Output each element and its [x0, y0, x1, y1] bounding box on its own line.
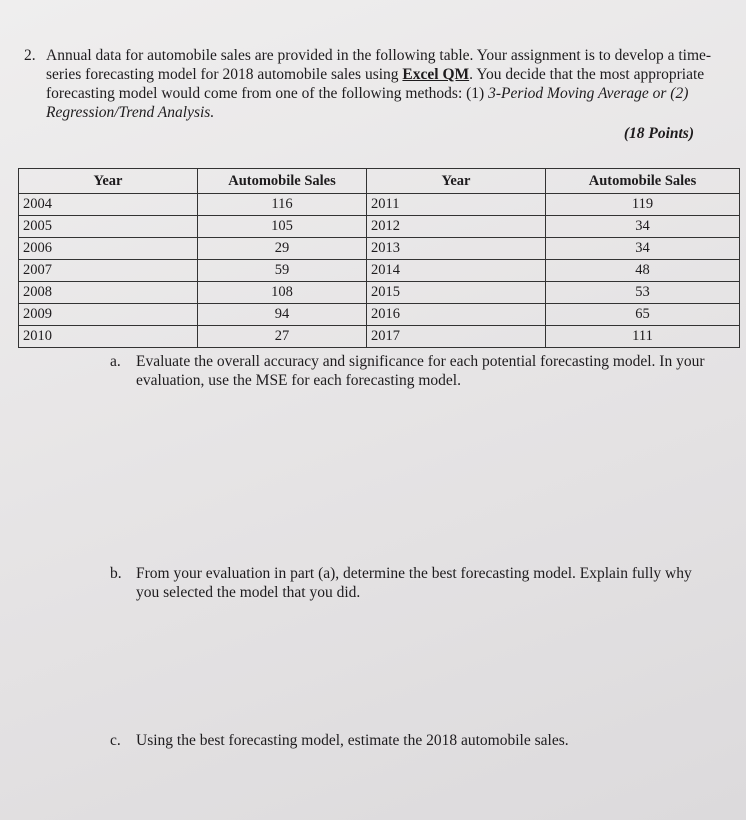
part-label: b.	[110, 565, 122, 582]
year-cell: 2014	[367, 260, 546, 282]
year-cell: 2006	[19, 238, 198, 260]
table-row	[19, 238, 740, 260]
methods-text: 3-Period Moving Average or (2) Regression/Trend Analysis.	[46, 85, 689, 121]
header-year: Year	[19, 169, 198, 194]
part-text: Evaluate the overall accuracy and significance for each potential forecasting model. In your evaluation, use the MSE for each forecasting model.	[136, 353, 705, 389]
year-cell: 2015	[367, 282, 546, 304]
part-text: From your evaluation in part (a), determine the best forecasting model. Explain fully why you selected the model that you did.	[136, 565, 692, 601]
year-cell: 2010	[19, 326, 198, 348]
table-row	[19, 326, 740, 348]
sales-cell: 116	[198, 194, 367, 216]
year-cell: 2004	[19, 194, 198, 216]
header-year-2: Year	[367, 169, 546, 194]
year-cell: 2017	[367, 326, 546, 348]
table-row	[19, 260, 740, 282]
sales-cell: 27	[198, 326, 367, 348]
table-row	[19, 194, 740, 216]
question-body	[46, 46, 714, 143]
sales-cell: 65	[546, 304, 740, 326]
year-cell: 2007	[19, 260, 198, 282]
sales-cell: 48	[546, 260, 740, 282]
question-text-cont: . You decide that the most appropriate forecasting model would come from one of the following methods: (1)	[46, 66, 705, 102]
sales-cell: 34	[546, 238, 740, 260]
header-sales: Automobile Sales	[198, 169, 367, 194]
part-label: a.	[110, 353, 121, 370]
year-cell: 2016	[367, 304, 546, 326]
part-c	[110, 731, 710, 750]
part-label: c.	[110, 732, 121, 749]
part-a	[110, 352, 710, 390]
sales-cell: 53	[546, 282, 740, 304]
sales-cell: 59	[198, 260, 367, 282]
question-number: 2.	[24, 47, 36, 64]
sales-cell: 119	[546, 194, 740, 216]
year-cell: 2008	[19, 282, 198, 304]
table-row	[19, 304, 740, 326]
part-text: Using the best forecasting model, estimate the 2018 automobile sales.	[136, 732, 569, 749]
table-header-row	[19, 169, 740, 194]
year-cell: 2011	[367, 194, 546, 216]
part-b	[110, 564, 710, 602]
year-cell: 2012	[367, 216, 546, 238]
sales-cell: 34	[546, 216, 740, 238]
year-cell: 2005	[19, 216, 198, 238]
sales-cell: 108	[198, 282, 367, 304]
sales-cell: 29	[198, 238, 367, 260]
year-cell: 2009	[19, 304, 198, 326]
sales-cell: 105	[198, 216, 367, 238]
question-intro	[24, 46, 714, 143]
sales-table	[18, 168, 740, 348]
year-cell: 2013	[367, 238, 546, 260]
question-text: Annual data for automobile sales are provided in the following table. Your assignment is to develop a time-series forecasting model for 2018 automobile sales using	[46, 47, 712, 83]
sales-cell: 111	[546, 326, 740, 348]
sales-cell: 94	[198, 304, 367, 326]
points-label: (18 Points)	[623, 125, 694, 142]
software-name: Excel QM	[402, 66, 470, 83]
table-row	[19, 216, 740, 238]
table-row	[19, 282, 740, 304]
header-sales-2: Automobile Sales	[546, 169, 740, 194]
